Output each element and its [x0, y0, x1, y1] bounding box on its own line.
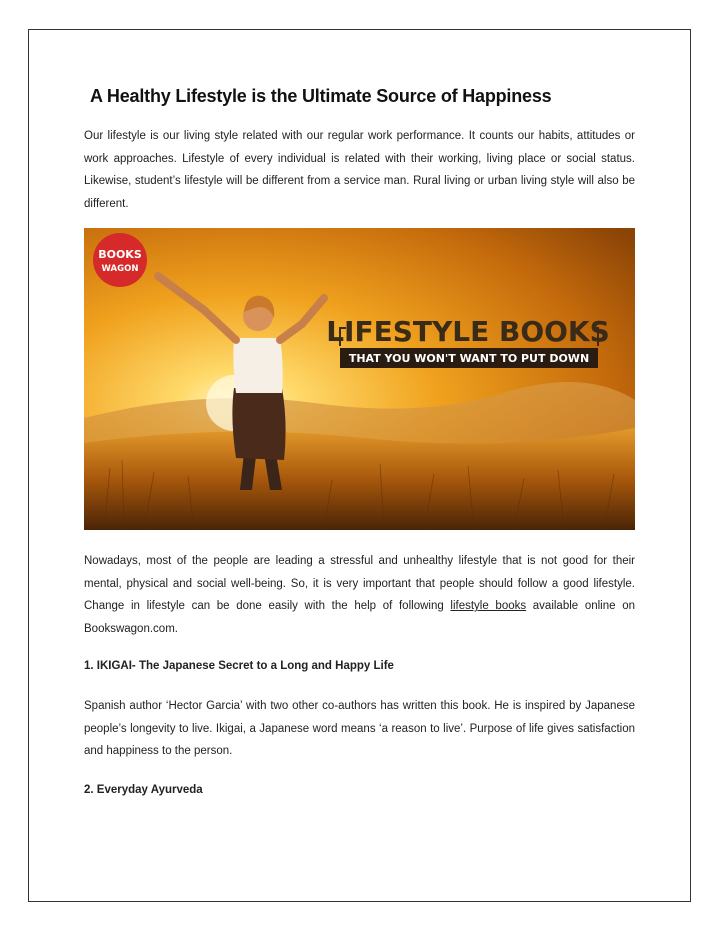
para-nowadays	[84, 550, 635, 640]
section-heading-everyday-ayurveda: 2. Everyday Ayurveda	[84, 784, 203, 796]
intro-paragraph: Our lifestyle is our living style related with our regular work performance. It counts our habits, attitudes or work approaches. Lifestyle of every individual is related with their working, living place or social status. Likewise, student’s lifestyle will be different from a service man. Rural living or urban living style will also be different.	[84, 130, 635, 210]
bookswagon-logo	[93, 233, 147, 287]
banner-subline: THAT YOU WON'T WANT TO PUT DOWN	[348, 352, 590, 365]
logo-line-1: BOOKS	[98, 248, 142, 261]
para-nowadays-text-1: Nowadays, most of the people are leading a stressful and unhealthy lifestyle that is not good for their mental, physical and social well-being. So, it is very important that people should follow a good lifestyle. Change in lifestyle can be done easily with the help of following	[84, 555, 635, 613]
banner-headline: LIFESTYLE BOOKS	[326, 315, 610, 348]
section-body-ikigai: Spanish author ‘Hector Garcia’ with two other co-authors has written this book. He is inspired by Japanese people’s longevity to live. Ikigai, a Japanese word means ‘a reason to live’. Purpose of life gives satisfaction and happiness to the person.	[84, 700, 635, 758]
logo-line-2: WAGON	[101, 264, 139, 274]
article-title: A Healthy Lifestyle is the Ultimate Source of Happiness	[90, 86, 552, 106]
lifestyle-books-banner[interactable]	[84, 228, 635, 530]
lifestyle-books-link[interactable]: lifestyle books	[450, 600, 527, 613]
banner-headline-box	[326, 315, 610, 368]
para-nowadays-text-2: available online on Bookswagon.com.	[84, 600, 635, 635]
section-heading-ikigai: 1. IKIGAI- The Japanese Secret to a Long and Happy Life	[84, 660, 394, 672]
